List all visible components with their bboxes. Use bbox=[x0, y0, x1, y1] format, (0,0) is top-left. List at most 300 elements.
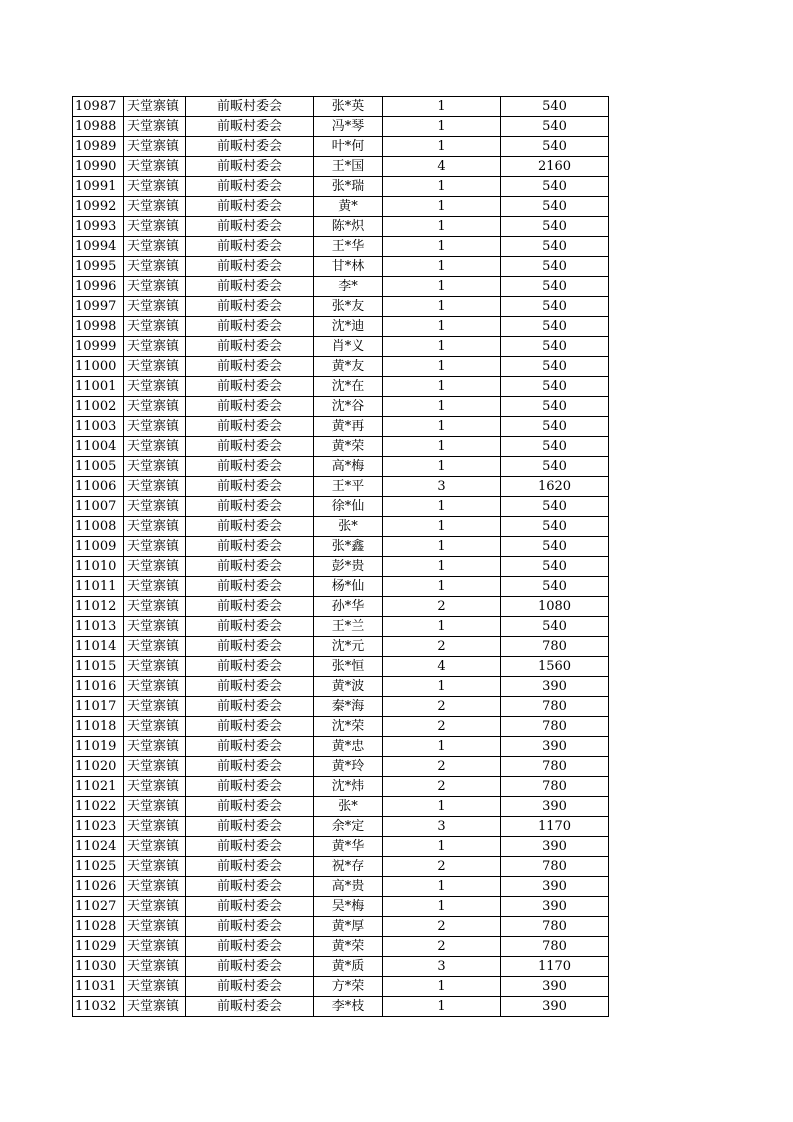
village-cell: 前畈村委会 bbox=[186, 497, 314, 517]
table-row bbox=[73, 677, 609, 697]
count-cell: 1 bbox=[383, 877, 501, 897]
name-cell: 杨*仙 bbox=[314, 577, 383, 597]
amount-cell: 780 bbox=[501, 637, 609, 657]
count-cell: 1 bbox=[383, 397, 501, 417]
village-cell: 前畈村委会 bbox=[186, 917, 314, 937]
table-body bbox=[73, 97, 609, 1017]
table-row bbox=[73, 197, 609, 217]
count-cell: 1 bbox=[383, 997, 501, 1017]
village-cell: 前畈村委会 bbox=[186, 357, 314, 377]
town-cell: 天堂寨镇 bbox=[124, 497, 186, 517]
count-cell: 1 bbox=[383, 277, 501, 297]
name-cell: 秦*海 bbox=[314, 697, 383, 717]
town-cell: 天堂寨镇 bbox=[124, 437, 186, 457]
town-cell: 天堂寨镇 bbox=[124, 837, 186, 857]
count-cell: 3 bbox=[383, 477, 501, 497]
table-row bbox=[73, 977, 609, 997]
count-cell: 1 bbox=[383, 537, 501, 557]
row-id-cell: 10987 bbox=[73, 97, 124, 117]
count-cell: 2 bbox=[383, 597, 501, 617]
name-cell: 陈*炽 bbox=[314, 217, 383, 237]
name-cell: 黄*波 bbox=[314, 677, 383, 697]
village-cell: 前畈村委会 bbox=[186, 157, 314, 177]
name-cell: 吴*梅 bbox=[314, 897, 383, 917]
count-cell: 1 bbox=[383, 177, 501, 197]
count-cell: 2 bbox=[383, 777, 501, 797]
table-row bbox=[73, 637, 609, 657]
name-cell: 祝*存 bbox=[314, 857, 383, 877]
amount-cell: 540 bbox=[501, 297, 609, 317]
village-cell: 前畈村委会 bbox=[186, 937, 314, 957]
village-cell: 前畈村委会 bbox=[186, 317, 314, 337]
town-cell: 天堂寨镇 bbox=[124, 137, 186, 157]
village-cell: 前畈村委会 bbox=[186, 117, 314, 137]
village-cell: 前畈村委会 bbox=[186, 857, 314, 877]
village-cell: 前畈村委会 bbox=[186, 297, 314, 317]
village-cell: 前畈村委会 bbox=[186, 837, 314, 857]
amount-cell: 540 bbox=[501, 377, 609, 397]
amount-cell: 540 bbox=[501, 97, 609, 117]
table-row bbox=[73, 437, 609, 457]
row-id-cell: 11023 bbox=[73, 817, 124, 837]
village-cell: 前畈村委会 bbox=[186, 237, 314, 257]
name-cell: 黄* bbox=[314, 197, 383, 217]
row-id-cell: 11002 bbox=[73, 397, 124, 417]
count-cell: 1 bbox=[383, 237, 501, 257]
table-row bbox=[73, 357, 609, 377]
table-row bbox=[73, 277, 609, 297]
table-row bbox=[73, 717, 609, 737]
village-cell: 前畈村委会 bbox=[186, 677, 314, 697]
table-row bbox=[73, 797, 609, 817]
amount-cell: 540 bbox=[501, 577, 609, 597]
name-cell: 黄*忠 bbox=[314, 737, 383, 757]
row-id-cell: 10988 bbox=[73, 117, 124, 137]
amount-cell: 540 bbox=[501, 197, 609, 217]
table-row bbox=[73, 177, 609, 197]
town-cell: 天堂寨镇 bbox=[124, 557, 186, 577]
town-cell: 天堂寨镇 bbox=[124, 717, 186, 737]
table-row bbox=[73, 657, 609, 677]
count-cell: 2 bbox=[383, 717, 501, 737]
village-cell: 前畈村委会 bbox=[186, 737, 314, 757]
amount-cell: 390 bbox=[501, 837, 609, 857]
table-row bbox=[73, 897, 609, 917]
town-cell: 天堂寨镇 bbox=[124, 517, 186, 537]
town-cell: 天堂寨镇 bbox=[124, 177, 186, 197]
count-cell: 1 bbox=[383, 197, 501, 217]
village-cell: 前畈村委会 bbox=[186, 777, 314, 797]
row-id-cell: 10994 bbox=[73, 237, 124, 257]
village-cell: 前畈村委会 bbox=[186, 537, 314, 557]
village-cell: 前畈村委会 bbox=[186, 717, 314, 737]
amount-cell: 540 bbox=[501, 317, 609, 337]
table-row bbox=[73, 697, 609, 717]
village-cell: 前畈村委会 bbox=[186, 957, 314, 977]
town-cell: 天堂寨镇 bbox=[124, 977, 186, 997]
row-id-cell: 11031 bbox=[73, 977, 124, 997]
amount-cell: 540 bbox=[501, 257, 609, 277]
row-id-cell: 11029 bbox=[73, 937, 124, 957]
table-row bbox=[73, 577, 609, 597]
count-cell: 1 bbox=[383, 357, 501, 377]
town-cell: 天堂寨镇 bbox=[124, 957, 186, 977]
row-id-cell: 10995 bbox=[73, 257, 124, 277]
amount-cell: 540 bbox=[501, 557, 609, 577]
row-id-cell: 11020 bbox=[73, 757, 124, 777]
name-cell: 黄*荣 bbox=[314, 437, 383, 457]
table-row bbox=[73, 497, 609, 517]
town-cell: 天堂寨镇 bbox=[124, 657, 186, 677]
name-cell: 李* bbox=[314, 277, 383, 297]
table-row bbox=[73, 97, 609, 117]
name-cell: 沈*在 bbox=[314, 377, 383, 397]
table-row bbox=[73, 957, 609, 977]
amount-cell: 540 bbox=[501, 217, 609, 237]
name-cell: 黄*华 bbox=[314, 837, 383, 857]
table-row bbox=[73, 337, 609, 357]
village-cell: 前畈村委会 bbox=[186, 977, 314, 997]
amount-cell: 540 bbox=[501, 137, 609, 157]
name-cell: 肖*义 bbox=[314, 337, 383, 357]
town-cell: 天堂寨镇 bbox=[124, 537, 186, 557]
count-cell: 1 bbox=[383, 217, 501, 237]
amount-cell: 540 bbox=[501, 437, 609, 457]
row-id-cell: 11000 bbox=[73, 357, 124, 377]
village-cell: 前畈村委会 bbox=[186, 277, 314, 297]
name-cell: 王*国 bbox=[314, 157, 383, 177]
town-cell: 天堂寨镇 bbox=[124, 377, 186, 397]
village-cell: 前畈村委会 bbox=[186, 577, 314, 597]
village-cell: 前畈村委会 bbox=[186, 477, 314, 497]
amount-cell: 390 bbox=[501, 737, 609, 757]
table-row bbox=[73, 997, 609, 1017]
town-cell: 天堂寨镇 bbox=[124, 937, 186, 957]
amount-cell: 1560 bbox=[501, 657, 609, 677]
amount-cell: 540 bbox=[501, 397, 609, 417]
town-cell: 天堂寨镇 bbox=[124, 737, 186, 757]
row-id-cell: 11027 bbox=[73, 897, 124, 917]
row-id-cell: 11028 bbox=[73, 917, 124, 937]
table-row bbox=[73, 297, 609, 317]
table-row bbox=[73, 517, 609, 537]
town-cell: 天堂寨镇 bbox=[124, 277, 186, 297]
table-row bbox=[73, 417, 609, 437]
count-cell: 1 bbox=[383, 797, 501, 817]
name-cell: 甘*林 bbox=[314, 257, 383, 277]
row-id-cell: 11019 bbox=[73, 737, 124, 757]
village-cell: 前畈村委会 bbox=[186, 517, 314, 537]
amount-cell: 540 bbox=[501, 497, 609, 517]
row-id-cell: 10992 bbox=[73, 197, 124, 217]
table-row bbox=[73, 157, 609, 177]
town-cell: 天堂寨镇 bbox=[124, 677, 186, 697]
village-cell: 前畈村委会 bbox=[186, 597, 314, 617]
row-id-cell: 11010 bbox=[73, 557, 124, 577]
row-id-cell: 11030 bbox=[73, 957, 124, 977]
name-cell: 王*华 bbox=[314, 237, 383, 257]
row-id-cell: 10997 bbox=[73, 297, 124, 317]
town-cell: 天堂寨镇 bbox=[124, 637, 186, 657]
name-cell: 张*恒 bbox=[314, 657, 383, 677]
table-row bbox=[73, 777, 609, 797]
amount-cell: 1620 bbox=[501, 477, 609, 497]
town-cell: 天堂寨镇 bbox=[124, 117, 186, 137]
name-cell: 张* bbox=[314, 797, 383, 817]
row-id-cell: 10998 bbox=[73, 317, 124, 337]
row-id-cell: 11004 bbox=[73, 437, 124, 457]
count-cell: 1 bbox=[383, 577, 501, 597]
row-id-cell: 11015 bbox=[73, 657, 124, 677]
table-row bbox=[73, 617, 609, 637]
amount-cell: 780 bbox=[501, 717, 609, 737]
table-row bbox=[73, 397, 609, 417]
village-cell: 前畈村委会 bbox=[186, 757, 314, 777]
amount-cell: 540 bbox=[501, 517, 609, 537]
name-cell: 王*平 bbox=[314, 477, 383, 497]
count-cell: 1 bbox=[383, 457, 501, 477]
name-cell: 高*梅 bbox=[314, 457, 383, 477]
village-cell: 前畈村委会 bbox=[186, 397, 314, 417]
amount-cell: 780 bbox=[501, 757, 609, 777]
name-cell: 张*瑞 bbox=[314, 177, 383, 197]
name-cell: 冯*琴 bbox=[314, 117, 383, 137]
table-row bbox=[73, 817, 609, 837]
town-cell: 天堂寨镇 bbox=[124, 457, 186, 477]
village-cell: 前畈村委会 bbox=[186, 557, 314, 577]
village-cell: 前畈村委会 bbox=[186, 877, 314, 897]
amount-cell: 540 bbox=[501, 337, 609, 357]
name-cell: 王*兰 bbox=[314, 617, 383, 637]
count-cell: 2 bbox=[383, 697, 501, 717]
town-cell: 天堂寨镇 bbox=[124, 157, 186, 177]
row-id-cell: 11013 bbox=[73, 617, 124, 637]
table-row bbox=[73, 317, 609, 337]
village-cell: 前畈村委会 bbox=[186, 437, 314, 457]
table-row bbox=[73, 457, 609, 477]
amount-cell: 540 bbox=[501, 277, 609, 297]
amount-cell: 780 bbox=[501, 917, 609, 937]
count-cell: 1 bbox=[383, 117, 501, 137]
row-id-cell: 10989 bbox=[73, 137, 124, 157]
data-table bbox=[72, 96, 609, 1017]
name-cell: 黄*再 bbox=[314, 417, 383, 437]
town-cell: 天堂寨镇 bbox=[124, 237, 186, 257]
name-cell: 沈*谷 bbox=[314, 397, 383, 417]
name-cell: 黄*荣 bbox=[314, 937, 383, 957]
name-cell: 黄*玲 bbox=[314, 757, 383, 777]
amount-cell: 780 bbox=[501, 937, 609, 957]
row-id-cell: 11008 bbox=[73, 517, 124, 537]
count-cell: 1 bbox=[383, 737, 501, 757]
amount-cell: 390 bbox=[501, 997, 609, 1017]
name-cell: 沈*炜 bbox=[314, 777, 383, 797]
town-cell: 天堂寨镇 bbox=[124, 197, 186, 217]
table-row bbox=[73, 477, 609, 497]
count-cell: 4 bbox=[383, 657, 501, 677]
table-row bbox=[73, 217, 609, 237]
count-cell: 2 bbox=[383, 637, 501, 657]
village-cell: 前畈村委会 bbox=[186, 377, 314, 397]
town-cell: 天堂寨镇 bbox=[124, 477, 186, 497]
row-id-cell: 11007 bbox=[73, 497, 124, 517]
row-id-cell: 11009 bbox=[73, 537, 124, 557]
count-cell: 1 bbox=[383, 517, 501, 537]
village-cell: 前畈村委会 bbox=[186, 197, 314, 217]
amount-cell: 1080 bbox=[501, 597, 609, 617]
name-cell: 沈*荣 bbox=[314, 717, 383, 737]
count-cell: 1 bbox=[383, 337, 501, 357]
count-cell: 4 bbox=[383, 157, 501, 177]
count-cell: 1 bbox=[383, 897, 501, 917]
town-cell: 天堂寨镇 bbox=[124, 97, 186, 117]
village-cell: 前畈村委会 bbox=[186, 657, 314, 677]
row-id-cell: 10999 bbox=[73, 337, 124, 357]
name-cell: 孙*华 bbox=[314, 597, 383, 617]
amount-cell: 780 bbox=[501, 777, 609, 797]
table-row bbox=[73, 877, 609, 897]
count-cell: 3 bbox=[383, 817, 501, 837]
amount-cell: 1170 bbox=[501, 817, 609, 837]
village-cell: 前畈村委会 bbox=[186, 177, 314, 197]
village-cell: 前畈村委会 bbox=[186, 637, 314, 657]
amount-cell: 390 bbox=[501, 877, 609, 897]
row-id-cell: 11001 bbox=[73, 377, 124, 397]
table-row bbox=[73, 857, 609, 877]
amount-cell: 390 bbox=[501, 897, 609, 917]
amount-cell: 540 bbox=[501, 357, 609, 377]
name-cell: 李*枝 bbox=[314, 997, 383, 1017]
row-id-cell: 11016 bbox=[73, 677, 124, 697]
village-cell: 前畈村委会 bbox=[186, 817, 314, 837]
town-cell: 天堂寨镇 bbox=[124, 357, 186, 377]
village-cell: 前畈村委会 bbox=[186, 417, 314, 437]
row-id-cell: 11006 bbox=[73, 477, 124, 497]
village-cell: 前畈村委会 bbox=[186, 337, 314, 357]
row-id-cell: 10996 bbox=[73, 277, 124, 297]
row-id-cell: 10990 bbox=[73, 157, 124, 177]
count-cell: 1 bbox=[383, 297, 501, 317]
town-cell: 天堂寨镇 bbox=[124, 337, 186, 357]
town-cell: 天堂寨镇 bbox=[124, 597, 186, 617]
amount-cell: 540 bbox=[501, 177, 609, 197]
count-cell: 1 bbox=[383, 497, 501, 517]
count-cell: 1 bbox=[383, 977, 501, 997]
name-cell: 张*友 bbox=[314, 297, 383, 317]
village-cell: 前畈村委会 bbox=[186, 257, 314, 277]
row-id-cell: 11017 bbox=[73, 697, 124, 717]
village-cell: 前畈村委会 bbox=[186, 797, 314, 817]
name-cell: 叶*何 bbox=[314, 137, 383, 157]
amount-cell: 1170 bbox=[501, 957, 609, 977]
town-cell: 天堂寨镇 bbox=[124, 757, 186, 777]
town-cell: 天堂寨镇 bbox=[124, 317, 186, 337]
amount-cell: 390 bbox=[501, 797, 609, 817]
count-cell: 2 bbox=[383, 857, 501, 877]
count-cell: 2 bbox=[383, 757, 501, 777]
village-cell: 前畈村委会 bbox=[186, 97, 314, 117]
name-cell: 张*鑫 bbox=[314, 537, 383, 557]
count-cell: 1 bbox=[383, 377, 501, 397]
count-cell: 2 bbox=[383, 937, 501, 957]
row-id-cell: 11005 bbox=[73, 457, 124, 477]
town-cell: 天堂寨镇 bbox=[124, 617, 186, 637]
count-cell: 3 bbox=[383, 957, 501, 977]
town-cell: 天堂寨镇 bbox=[124, 877, 186, 897]
town-cell: 天堂寨镇 bbox=[124, 217, 186, 237]
row-id-cell: 11011 bbox=[73, 577, 124, 597]
town-cell: 天堂寨镇 bbox=[124, 777, 186, 797]
amount-cell: 540 bbox=[501, 117, 609, 137]
table-row bbox=[73, 377, 609, 397]
amount-cell: 780 bbox=[501, 697, 609, 717]
table-row bbox=[73, 237, 609, 257]
table-row bbox=[73, 917, 609, 937]
village-cell: 前畈村委会 bbox=[186, 137, 314, 157]
town-cell: 天堂寨镇 bbox=[124, 397, 186, 417]
town-cell: 天堂寨镇 bbox=[124, 857, 186, 877]
amount-cell: 540 bbox=[501, 237, 609, 257]
table-row bbox=[73, 117, 609, 137]
count-cell: 2 bbox=[383, 917, 501, 937]
name-cell: 黄*质 bbox=[314, 957, 383, 977]
row-id-cell: 10993 bbox=[73, 217, 124, 237]
village-cell: 前畈村委会 bbox=[186, 617, 314, 637]
amount-cell: 390 bbox=[501, 677, 609, 697]
count-cell: 1 bbox=[383, 317, 501, 337]
count-cell: 1 bbox=[383, 257, 501, 277]
name-cell: 高*贵 bbox=[314, 877, 383, 897]
village-cell: 前畈村委会 bbox=[186, 897, 314, 917]
name-cell: 张* bbox=[314, 517, 383, 537]
row-id-cell: 11018 bbox=[73, 717, 124, 737]
amount-cell: 390 bbox=[501, 977, 609, 997]
count-cell: 1 bbox=[383, 837, 501, 857]
name-cell: 余*定 bbox=[314, 817, 383, 837]
count-cell: 1 bbox=[383, 437, 501, 457]
village-cell: 前畈村委会 bbox=[186, 457, 314, 477]
town-cell: 天堂寨镇 bbox=[124, 297, 186, 317]
town-cell: 天堂寨镇 bbox=[124, 417, 186, 437]
table-row bbox=[73, 257, 609, 277]
row-id-cell: 11032 bbox=[73, 997, 124, 1017]
table-row bbox=[73, 937, 609, 957]
count-cell: 1 bbox=[383, 617, 501, 637]
name-cell: 张*英 bbox=[314, 97, 383, 117]
row-id-cell: 11021 bbox=[73, 777, 124, 797]
table-row bbox=[73, 757, 609, 777]
amount-cell: 540 bbox=[501, 417, 609, 437]
name-cell: 徐*仙 bbox=[314, 497, 383, 517]
town-cell: 天堂寨镇 bbox=[124, 917, 186, 937]
table-row bbox=[73, 537, 609, 557]
row-id-cell: 11012 bbox=[73, 597, 124, 617]
count-cell: 1 bbox=[383, 417, 501, 437]
name-cell: 方*荣 bbox=[314, 977, 383, 997]
village-cell: 前畈村委会 bbox=[186, 997, 314, 1017]
count-cell: 1 bbox=[383, 137, 501, 157]
town-cell: 天堂寨镇 bbox=[124, 697, 186, 717]
count-cell: 1 bbox=[383, 97, 501, 117]
row-id-cell: 11014 bbox=[73, 637, 124, 657]
amount-cell: 540 bbox=[501, 537, 609, 557]
village-cell: 前畈村委会 bbox=[186, 697, 314, 717]
amount-cell: 540 bbox=[501, 457, 609, 477]
town-cell: 天堂寨镇 bbox=[124, 797, 186, 817]
table-row bbox=[73, 837, 609, 857]
amount-cell: 2160 bbox=[501, 157, 609, 177]
name-cell: 沈*迪 bbox=[314, 317, 383, 337]
